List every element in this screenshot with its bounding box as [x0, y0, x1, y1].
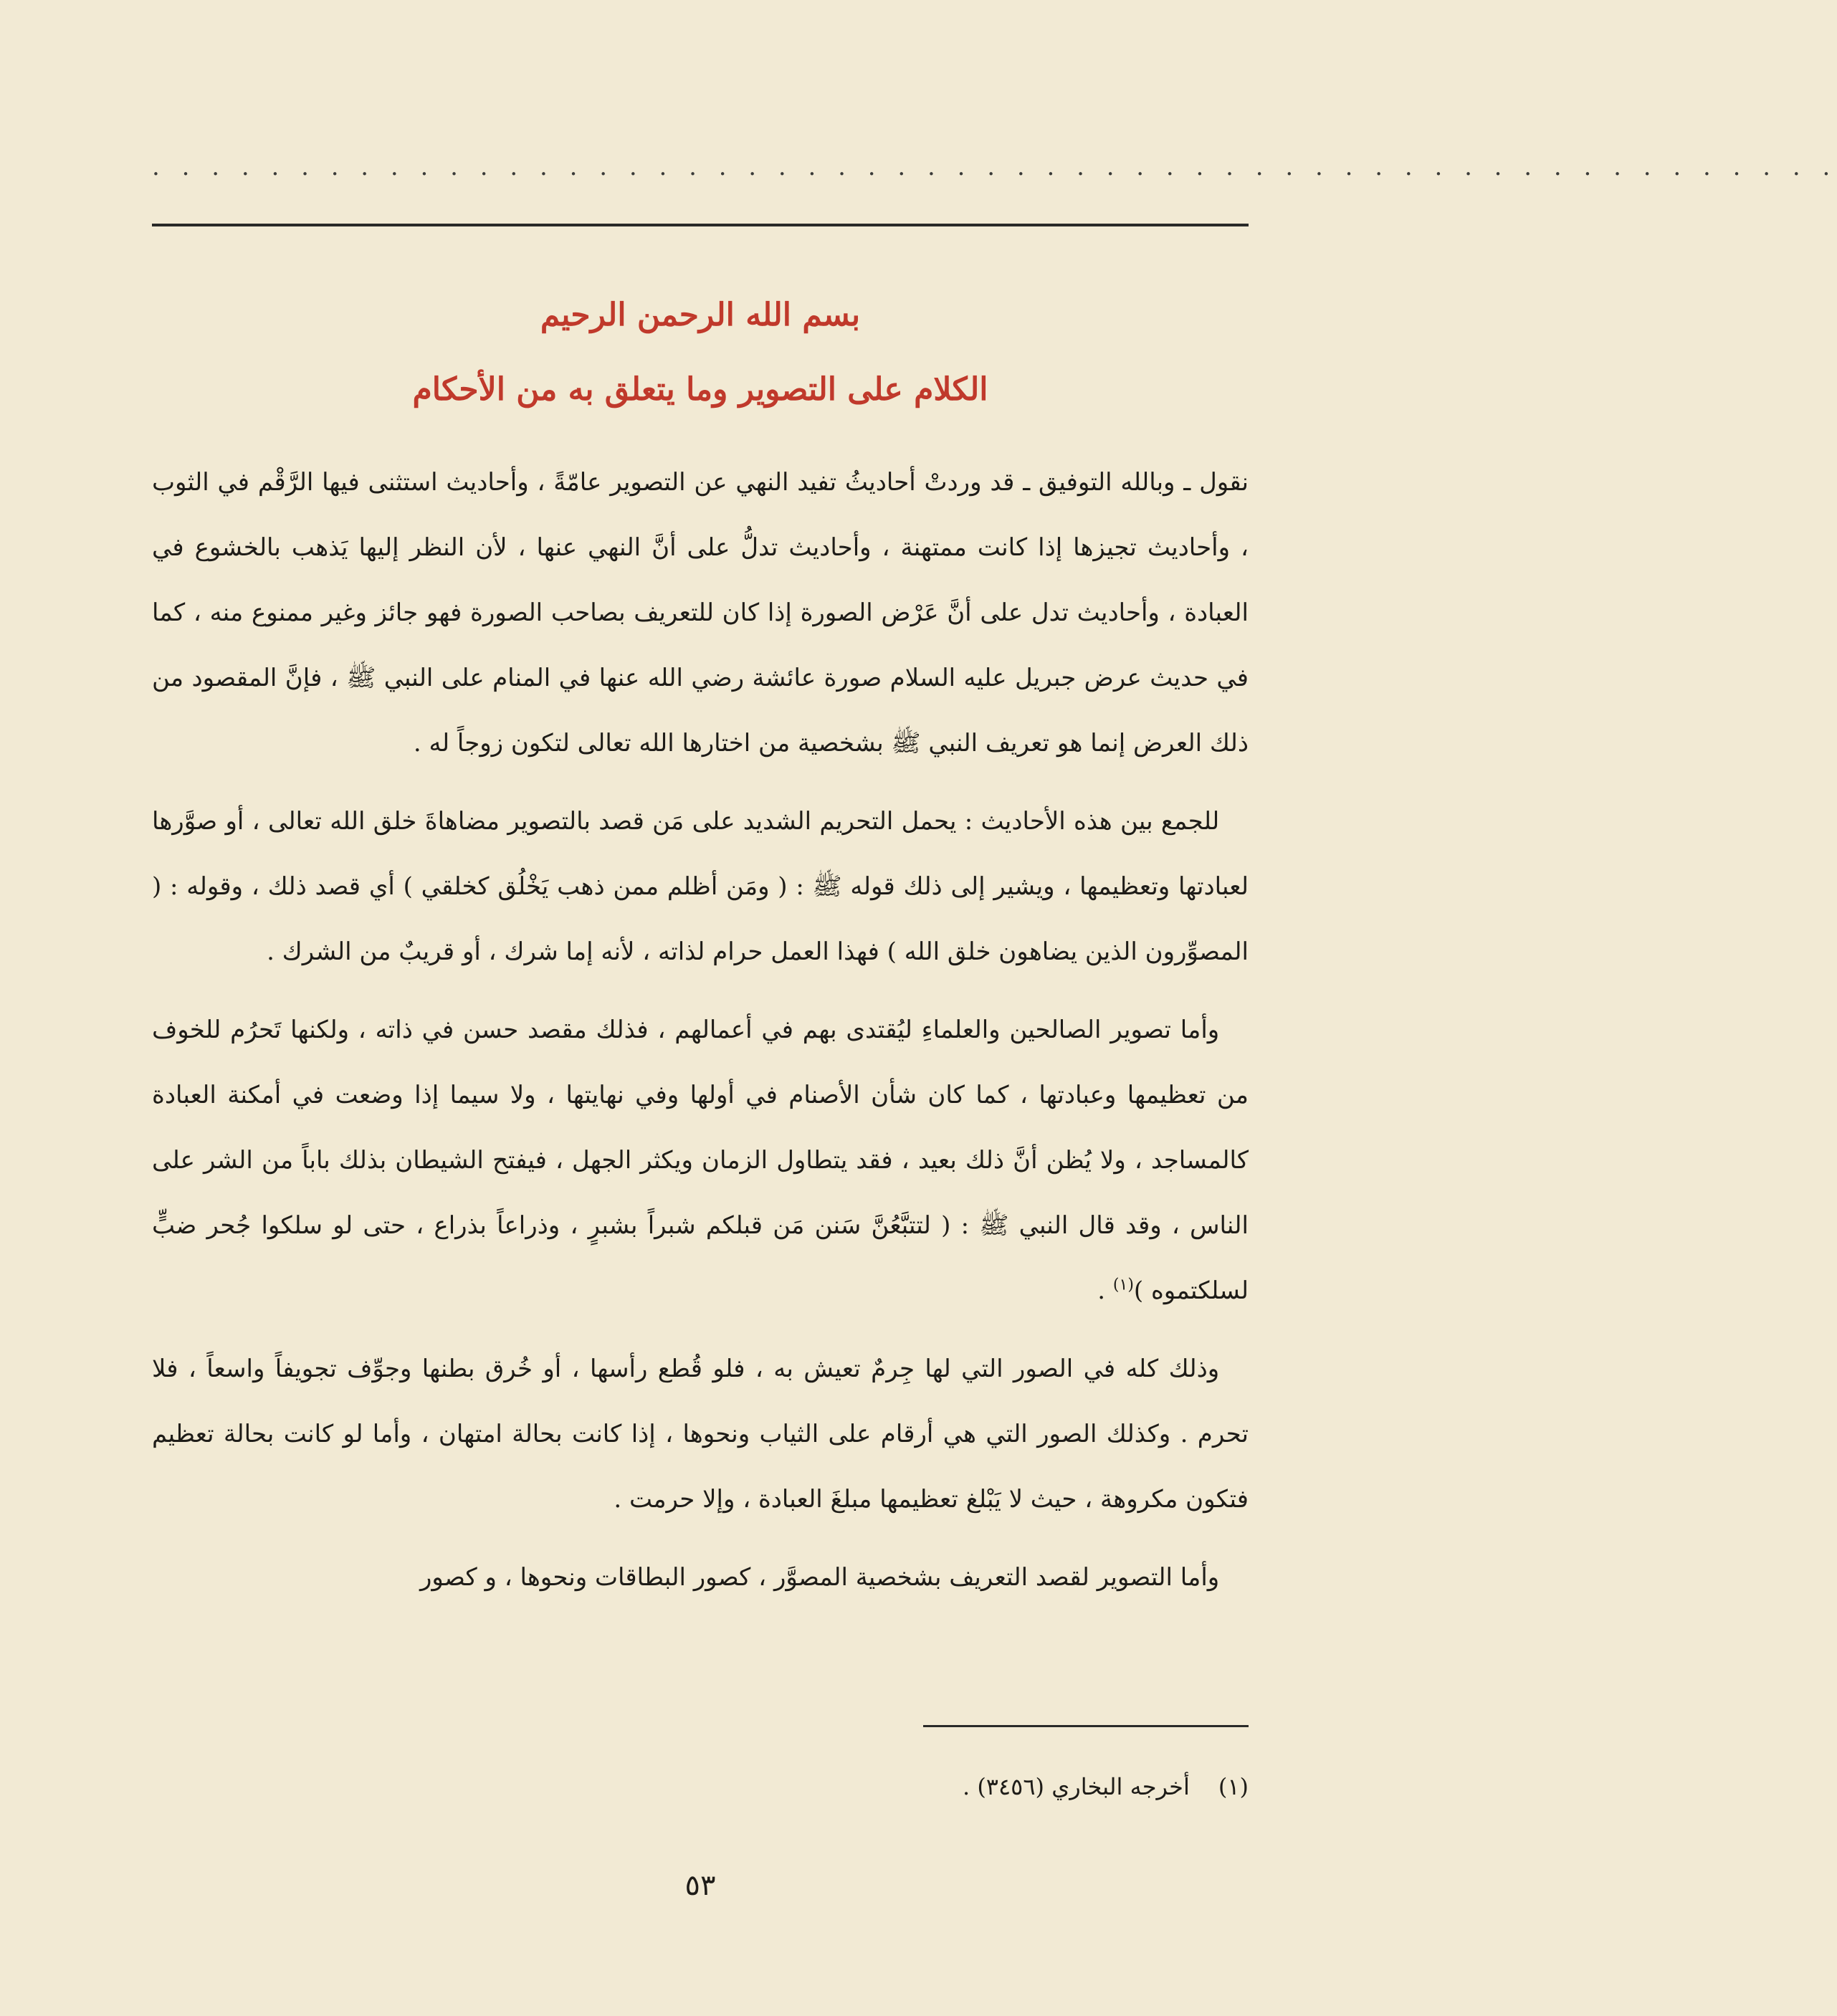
- footnote-reference[interactable]: (١): [1112, 1276, 1134, 1294]
- footnote-number: (١): [1218, 1773, 1249, 1800]
- separator-dots: . . . . . . . . . . . . . . . . . . . . . . . . . . . . . . . . . . . . . . . . . . . . . . . . . . . . . . . . .: [152, 153, 1837, 181]
- paragraph: وأما التصوير لقصد التعريف بشخصية المصوَّر ، كصور البطاقات ونحوها ، و كصور: [420, 1563, 1220, 1592]
- footnote-text: أخرجه البخاري (٣٤٥٦) .: [962, 1773, 1190, 1800]
- page-number: ٥٣: [684, 1869, 716, 1902]
- footnote-rule: [923, 1725, 1249, 1727]
- paragraph-end: .: [1097, 1276, 1106, 1305]
- paragraph: للجمع بين هذه الأحاديث : يحمل التحريم الشديد على مَن قصد بالتصوير مضاهاةَ خلق الله تعالى ، أو صوَّرها لعبادتها وتعظيمها ، ويشير إلى ذلك قوله ﷺ : ( ومَن أظلم ممن ذهب يَخْلُق كخلقي ) أي قصد ذلك ، وقوله : ( المصوِّرون الذين يضاهون خلق الله ) فهذا العمل حرام لذاته ، لأنه إما شرك ، أو قريبٌ من الشرك .: [152, 807, 1249, 966]
- basmala-heading: بسم الله الرحمن الرحيم: [540, 297, 861, 333]
- paragraph: نقول ـ وبالله التوفيق ـ قد وردتْ أحاديثُ تفيد النهي عن التصوير عامّةً ، وأحاديث استثنى فيها الرَّقْم في الثوب ، وأحاديث تجيزها إذا كانت ممتهنة ، وأحاديث تدلُّ على أنَّ النهي عنها ، لأن النظر إليها يَذهب بالخشوع في العبادة ، وأحاديث تدل على أنَّ عَرْض الصورة إذا كان للتعريف بصاحب الصورة فهو جائز وغير ممنوع منه ، كما في حديث عرض جبريل عليه السلام صورة عائشة رضي الله عنها في المنام على النبي ﷺ ، فإنَّ المقصود من ذلك العرض إنما هو تعريف النبي ﷺ بشخصية من اختارها الله تعالى لتكون زوجاً له .: [152, 468, 1249, 758]
- chapter-title: الكلام على التصوير وما يتعلق به من الأحكام: [412, 371, 988, 408]
- footnote: [152, 1769, 1249, 1805]
- body-text: [152, 450, 1249, 1623]
- chapter-headings: [152, 278, 1249, 427]
- paragraph-text: وأما تصوير الصالحين والعلماءِ ليُقتدى بهم في أعمالهم ، فذلك مقصد حسن في ذاته ، ولكنها تَحرُم للخوف من تعظيمها وعبادتها ، كما كان شأن الأصنام في أولها وفي نهايتها ، ولا سيما إذا وضعت في أمكنة العبادة كالمساجد ، ولا يُظن أنَّ ذلك بعيد ، فقد يتطاول الزمان ويكثر الجهل ، فيفتح الشيطان بذلك باباً من الشر على الناس ، وقد قال النبي ﷺ : ( لتتبَّعُنَّ سَنن مَن قبلكم شبراً بشبرٍ ، وذراعاً بذراع ، حتى لو سلكوا جُحر ضبٍّ لسلكتموه ): [152, 1016, 1249, 1305]
- paragraph: وذلك كله في الصور التي لها جِرمٌ تعيش به ، فلو قُطع رأسها ، أو خُرق بطنها وجوِّف تجويفاً واسعاً ، فلا تحرم . وكذلك الصور التي هي أرقام على الثياب ونحوها ، إذا كانت بحالة امتهان ، وأما لو كانت بحالة تعظيم فتكون مكروهة ، حيث لا يَبْلغ تعظيمها مبلغَ العبادة ، وإلا حرمت .: [152, 1355, 1249, 1514]
- header-rule: [152, 224, 1249, 226]
- paragraph: [152, 998, 1249, 1324]
